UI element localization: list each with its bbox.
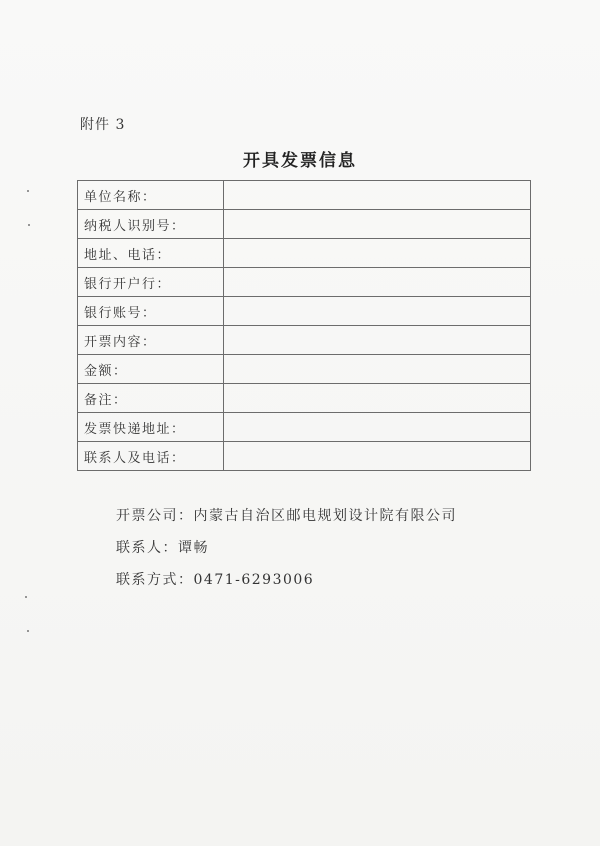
attachment-label: 附件 3 [80,117,126,133]
table-row [78,210,531,239]
row-label: 地址、电话： [78,239,224,268]
row-value-field[interactable] [224,297,531,326]
scan-speck [27,190,29,192]
invoice-info-table [77,180,531,471]
contact-person-text: 联系人：谭畅 [116,540,209,556]
row-label: 开票内容： [78,326,224,355]
contact-method-text: 联系方式：0471-6293006 [116,572,315,588]
table-row [78,355,531,384]
row-value-field[interactable] [224,268,531,297]
row-value-field[interactable] [224,326,531,355]
table-row [78,297,531,326]
table-row [78,239,531,268]
table-row [78,268,531,297]
row-value-field[interactable] [224,442,531,471]
row-value-field[interactable] [224,239,531,268]
table-row [78,442,531,471]
row-label: 备注： [78,384,224,413]
row-value-field[interactable] [224,181,531,210]
row-label: 纳税人识别号： [78,210,224,239]
scan-speck [25,596,27,598]
invoice-company-text: 开票公司：内蒙古自治区邮电规划设计院有限公司 [116,508,457,524]
row-value-field[interactable] [224,355,531,384]
table-row [78,413,531,442]
row-label: 发票快递地址： [78,413,224,442]
scan-speck [27,630,29,632]
scan-speck [28,224,30,226]
table-row [78,384,531,413]
row-value-field[interactable] [224,384,531,413]
row-label: 金额： [78,355,224,384]
row-label: 银行账号： [78,297,224,326]
table-row [78,326,531,355]
row-label: 单位名称： [78,181,224,210]
row-value-field[interactable] [224,210,531,239]
row-label: 联系人及电话： [78,442,224,471]
page-title: 开具发票信息 [243,151,357,171]
row-value-field[interactable] [224,413,531,442]
table-row [78,181,531,210]
row-label: 银行开户行： [78,268,224,297]
